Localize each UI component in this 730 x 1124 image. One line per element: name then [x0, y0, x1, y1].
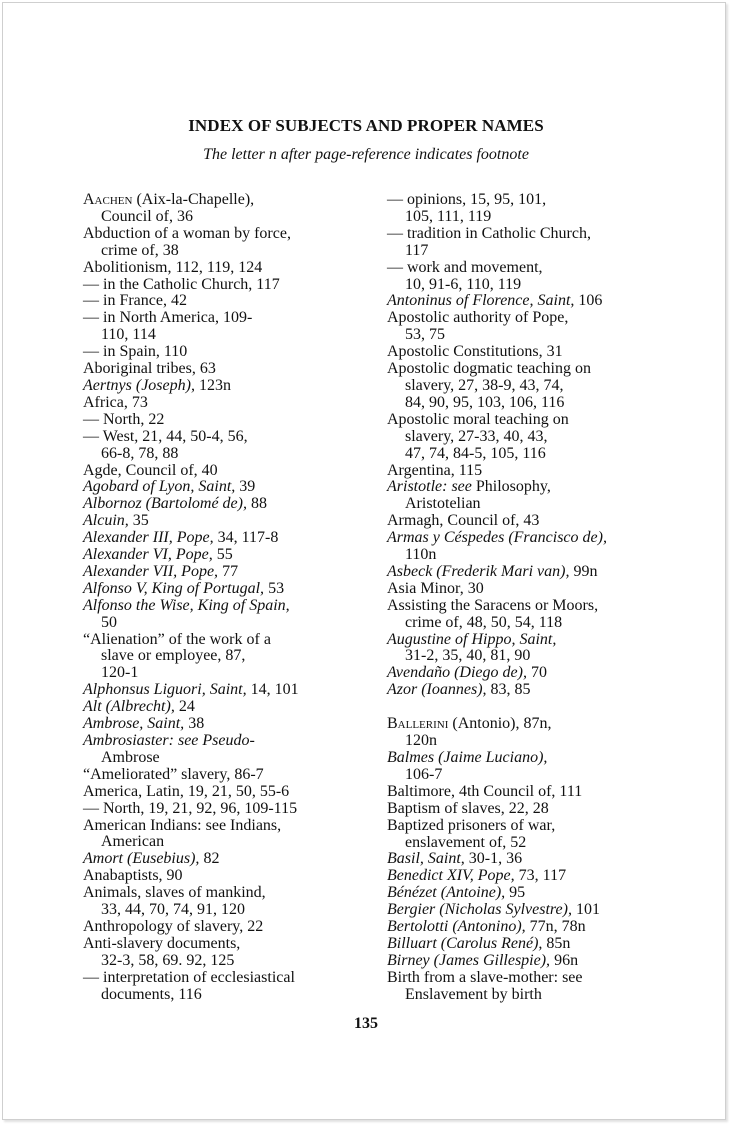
index-entry-head: Agde, Council of, 40 [83, 461, 218, 479]
index-entry-continuation: slavery, 27, 38-9, 43, 74, [405, 376, 564, 394]
index-entry-line [83, 733, 339, 750]
index-entry [387, 970, 643, 1004]
index-entry-line [83, 716, 339, 733]
index-entry-head: — North, 22 [83, 410, 165, 428]
index-entry [387, 885, 643, 902]
index-entry [83, 310, 339, 344]
index-entry-line [83, 564, 339, 581]
index-entry-refs: 101 [571, 901, 600, 919]
index-entry [83, 412, 339, 429]
index-entry [83, 767, 339, 784]
index-entry-head: Argentina, 115 [387, 461, 483, 479]
index-entry [387, 851, 643, 868]
index-entry-continuation: Council of, 36 [101, 207, 193, 225]
index-entry-head: Amort (Eusebius), [83, 850, 200, 868]
index-entry-line [83, 784, 339, 801]
index-entry-refs: (Aix-la-Chapelle), [132, 191, 255, 208]
index-entry-line [83, 496, 339, 513]
index-entry-refs: 39 [235, 478, 256, 496]
index-entry-continuation: enslavement of, 52 [405, 833, 527, 851]
index-entry-head: — tradition in Catholic Church, [387, 224, 591, 242]
index-entry-continuation: 33, 44, 70, 74, 91, 120 [101, 901, 245, 919]
index-entry-head: Baltimore, 4th Council of, 111 [387, 782, 583, 800]
index-entry-line [387, 885, 643, 902]
index-entry-refs: 123n [194, 376, 231, 394]
index-entry-line [83, 344, 339, 361]
index-entry-refs: 24 [174, 698, 195, 716]
index-entry-continuation: 47, 74, 84-5, 105, 116 [405, 444, 546, 462]
index-entry-head: Antoninus of Florence, Saint, [387, 292, 575, 310]
index-entry [83, 192, 339, 226]
index-entry-continuation: documents, 116 [101, 985, 202, 1003]
index-entry-line [83, 885, 339, 902]
index-entry-refs: 30-1, 36 [464, 850, 523, 868]
index-entry-continuation: 110, 114 [101, 326, 156, 344]
index-entry [83, 801, 339, 818]
index-entry [83, 260, 339, 277]
index-entry-refs: 85n [542, 934, 571, 952]
index-entry-head: Assisting the Saracens or Moors, [387, 596, 599, 614]
index-column-left [83, 192, 339, 1004]
index-entry [387, 412, 643, 463]
index-entry-refs: 95 [505, 884, 526, 902]
page-title: INDEX OF SUBJECTS AND PROPER NAMES [188, 116, 544, 135]
index-entry-head: — in Spain, 110 [83, 343, 188, 361]
index-entry-head: Anabaptists, 90 [83, 867, 183, 885]
index-entry [83, 496, 339, 513]
index-entry [83, 293, 339, 310]
index-entry-head: Aristotle: see [387, 478, 472, 496]
index-entry-line [387, 564, 643, 581]
index-entry-head: Bénézet (Antoine), [387, 884, 506, 902]
index-entry-head: — in France, 42 [83, 292, 187, 310]
index-entry [83, 530, 339, 547]
index-entry-line [83, 699, 339, 716]
index-entry [387, 936, 643, 953]
index-entry-continuation: 105, 111, 119 [405, 207, 492, 225]
index-entry-head: Augustine of Hippo, Saint, [387, 630, 557, 648]
index-entry-refs: 70 [526, 664, 547, 682]
index-entry [387, 953, 643, 970]
index-entry [387, 530, 643, 564]
index-entry-line [83, 361, 339, 378]
index-entry-refs: 14, 101 [246, 681, 299, 699]
index-entry-head: Birth from a slave-mother: [387, 968, 559, 986]
index-entry-continuation: American [101, 833, 165, 851]
index-entry-line [387, 682, 643, 699]
index-entry-refs: 77n, 78n [525, 918, 586, 936]
index-entry-head: “Ameliorated” slavery, 86-7 [83, 765, 264, 783]
index-entry-line [83, 581, 339, 598]
index-entry-head: Billuart (Carolus René), [387, 934, 543, 952]
index-entry-line [387, 919, 643, 936]
index-entry-continuation: 32-3, 58, 69. 92, 125 [101, 951, 235, 969]
index-entry-line [83, 682, 339, 699]
index-entry [83, 344, 339, 361]
index-entry [83, 598, 339, 632]
index-entry-head: Azor (Ioannes), [387, 681, 487, 699]
index-entry-line [83, 310, 339, 327]
index-entry [387, 293, 643, 310]
index-entry-head: “Alienation” of the work of a [83, 630, 271, 648]
index-entry-continuation: 106-7 [405, 765, 443, 783]
index-entry-head: Anti-slavery documents, [83, 934, 241, 952]
index-entry-continuation: 31-2, 35, 40, 81, 90 [405, 647, 531, 665]
index-entry [83, 277, 339, 294]
index-entry [387, 919, 643, 936]
index-entry-line [387, 361, 643, 378]
index-entry [83, 513, 339, 530]
index-entry [387, 260, 643, 294]
index-entry-head: Baptized prisoners of war, [387, 816, 556, 834]
index-entry [387, 902, 643, 919]
index-entry [387, 564, 643, 581]
index-column-right [387, 192, 643, 1004]
index-entry-head: Alfonso V, King of Portugal, [83, 579, 265, 597]
index-entry [387, 226, 643, 260]
index-entry-line [83, 412, 339, 429]
index-entry-line [83, 919, 339, 936]
index-entry-head: Ballerini [387, 715, 449, 733]
index-entry-line [387, 463, 643, 480]
index-entry-line [387, 581, 643, 598]
index-entry-continuation: 117 [405, 241, 429, 259]
index-entry-head: Africa, 73 [83, 393, 148, 411]
index-entry-refs: 82 [199, 850, 220, 868]
index-entry [387, 665, 643, 682]
index-entry-refs: 83, 85 [486, 681, 531, 699]
index-entry-head: Alexander VI, Pope, [83, 546, 213, 564]
index-entry-head: Aboriginal tribes, 63 [83, 360, 216, 378]
index-entry-line [83, 547, 339, 564]
index-entry [83, 970, 339, 1004]
index-entry-head: — in the Catholic Church, 117 [83, 275, 280, 293]
index-entry [387, 750, 643, 784]
index-entry-head: Bergier (Nicholas Sylvestre), [387, 901, 572, 919]
index-entry-head: Aachen [83, 191, 133, 208]
index-entry-head: Abolitionism, 112, 119, 124 [83, 258, 263, 276]
index-entry [83, 226, 339, 260]
index-entry-head: Apostolic Constitutions, 31 [387, 343, 563, 361]
index-entry-refs: 53 [264, 579, 285, 597]
index-entry [83, 564, 339, 581]
index-entry-continuation: 110n [405, 546, 437, 564]
page-subtitle: The letter n after page-reference indicates footnote [203, 146, 529, 163]
index-entry-head: Benedict XIV, Pope, [387, 867, 515, 885]
index-entry-refs: 88 [246, 495, 267, 513]
index-entry-head: Alcuin, [83, 512, 129, 530]
index-entry-refs: 73, 117 [514, 867, 567, 885]
index-entry [387, 513, 643, 530]
index-entry-head: Anthropology of slavery, 22 [83, 917, 264, 935]
index-entry [83, 581, 339, 598]
index-entry-line [83, 767, 339, 784]
index-entry-head: Baptism of slaves, 22, 28 [387, 799, 549, 817]
index-entry-head: Ambrosiaster: see Pseudo- [83, 732, 255, 749]
index-entry-continuation: 84, 90, 95, 103, 106, 116 [405, 393, 565, 411]
index-entry-head: Alexander III, Pope, [83, 529, 214, 547]
index-entry-line [83, 598, 339, 615]
index-entry-head: Avendaño (Diego de), [387, 664, 527, 682]
index-entry-refs: 106 [574, 292, 603, 310]
index-entry-refs: 99n [569, 562, 598, 580]
index-entry-line [387, 632, 643, 649]
index-entry-continuation: 53, 75 [405, 326, 445, 344]
index-entry-head: Albornoz (Bartolomé de), [83, 495, 247, 513]
index-entry-head: Apostolic authority of Pope, [387, 309, 569, 327]
index-entry-line [387, 970, 643, 987]
index-entry-line [387, 784, 643, 801]
index-entry-continuation: Aristotelian [405, 495, 481, 513]
index-entry-line [387, 750, 643, 767]
index-entry-head: America, Latin, 19, 21, 50, 55-6 [83, 782, 290, 800]
index-entry-line [83, 260, 339, 277]
index-entry [387, 344, 643, 361]
index-entry-line [387, 226, 643, 243]
index-entry [83, 463, 339, 480]
index-entry-head: Asbeck (Frederik Mari van), [387, 562, 570, 580]
book-page [2, 2, 726, 1120]
index-entry-line [387, 818, 643, 835]
index-entry [387, 632, 643, 666]
index-entry [83, 682, 339, 699]
index-entry [83, 429, 339, 463]
index-entry-continuation: crime of, 38 [101, 241, 179, 259]
index-entry [83, 784, 339, 801]
index-entry [387, 784, 643, 801]
index-entry-head: Alexander VII, Pope, [83, 562, 219, 580]
index-entry [387, 479, 643, 513]
index-entry-line [387, 936, 643, 953]
index-entry-line [83, 395, 339, 412]
index-entry [83, 851, 339, 868]
index-entry-head: Alfonso the Wise, King of Spain, [83, 596, 290, 614]
index-entry-line [387, 310, 643, 327]
index-entry [83, 936, 339, 970]
index-entry-head: Ambrose, Saint, [83, 715, 185, 733]
index-entry-head: Aertnys (Joseph), [83, 376, 195, 394]
index-entry-continuation: slavery, 27-33, 40, 43, [405, 427, 548, 445]
index-entry-line [83, 513, 339, 530]
index-entry-line [387, 479, 643, 496]
index-entry-head: Balmes (Jaime Luciano), [387, 749, 548, 766]
index-entry-head: — opinions, 15, 95, 101, [387, 191, 547, 208]
index-entry-refs: see [558, 968, 583, 986]
index-entry-continuation: slave or employee, 87, [101, 647, 246, 665]
index-entry-head: — West, 21, 44, 50-4, 56, [83, 427, 248, 445]
index-entry-line [83, 970, 339, 987]
index-entry [83, 479, 339, 496]
index-entry-refs: 34, 117-8 [213, 529, 279, 547]
index-entry-line [387, 902, 643, 919]
index-entry-line [83, 378, 339, 395]
index-entry [83, 395, 339, 412]
index-entry-line [387, 801, 643, 818]
index-entry [387, 716, 643, 750]
index-entry-head: Animals, slaves of mankind, [83, 884, 266, 902]
index-entry-refs: 55 [212, 546, 233, 564]
index-entry-refs: (Antonio), 87n, [448, 715, 552, 733]
index-entry-line [83, 277, 339, 294]
index-entry [83, 699, 339, 716]
index-entry-line [83, 429, 339, 446]
index-entry-line [83, 851, 339, 868]
index-entry [387, 463, 643, 480]
index-entry-continuation: 50 [101, 613, 117, 631]
index-entry-head: Armagh, Council of, 43 [387, 512, 540, 530]
index-entry [387, 361, 643, 412]
index-entry-line [387, 716, 643, 733]
index-entry-line [83, 530, 339, 547]
index-entry [387, 310, 643, 344]
index-entry [83, 818, 339, 852]
index-entry [387, 801, 643, 818]
index-entry-continuation: crime of, 48, 50, 54, 118 [405, 613, 563, 631]
index-entry-head: Apostolic dogmatic teaching on [387, 360, 591, 378]
index-entry-line [387, 868, 643, 885]
index-entry-line [387, 293, 643, 310]
index-entry-line [387, 953, 643, 970]
index-entry-line [387, 412, 643, 429]
page-number: 135 [354, 1015, 378, 1032]
index-entry-refs: Philosophy, [471, 478, 551, 496]
index-entry-head: American Indians: see Indians, [83, 816, 282, 834]
index-entry [83, 378, 339, 395]
index-entry-refs: 96n [550, 951, 579, 969]
index-entry [387, 598, 643, 632]
index-entry-line [83, 226, 339, 243]
index-entry-head: Armas y Céspedes (Francisco de), [387, 529, 607, 547]
index-entry [387, 192, 643, 226]
index-entry-line [83, 463, 339, 480]
index-entry-continuation: 120n [405, 732, 437, 750]
index-entry-line [387, 530, 643, 547]
index-entry [83, 919, 339, 936]
index-entry-line [387, 851, 643, 868]
index-entry [83, 547, 339, 564]
index-entry-head: Bertolotti (Antonino), [387, 918, 526, 936]
index-entry [83, 868, 339, 885]
index-entry-head: Apostolic moral teaching on [387, 410, 569, 428]
index-entry [83, 361, 339, 378]
index-entry [387, 818, 643, 852]
index-entry [83, 885, 339, 919]
index-entry-head: — in North America, 109- [83, 309, 253, 327]
index-entry-head: — interpretation of ecclesiastical [83, 968, 295, 986]
index-entry-continuation: 66-8, 78, 88 [101, 444, 179, 462]
index-entry-line [387, 665, 643, 682]
index-entry-head: Birney (James Gillespie), [387, 951, 551, 969]
index-entry-continuation: Ambrose [101, 748, 160, 766]
index-entry-line [83, 801, 339, 818]
index-entry [387, 581, 643, 598]
index-entry-continuation: Enslavement by birth [405, 985, 542, 1003]
index-entry-line [387, 513, 643, 530]
index-entry [387, 868, 643, 885]
index-entry-head: Alt (Albrecht), [83, 698, 175, 716]
index-entry-line [387, 192, 643, 209]
index-entry-continuation: 10, 91-6, 110, 119 [405, 275, 522, 293]
index-gap [387, 699, 643, 716]
index-entry-line [387, 260, 643, 277]
index-entry [387, 682, 643, 699]
index-entry-refs: 35 [128, 512, 149, 530]
index-entry-continuation: 120-1 [101, 664, 139, 682]
index-entry-line [83, 293, 339, 310]
index-entry-head: Abduction of a woman by force, [83, 224, 291, 242]
index-entry-head: Asia Minor, 30 [387, 579, 484, 597]
index-entry-line [83, 192, 339, 209]
index-entry [83, 716, 339, 733]
index-entry-line [83, 632, 339, 649]
index-entry-line [83, 479, 339, 496]
index-entry-head: — North, 19, 21, 92, 96, 109-115 [83, 799, 298, 817]
index-entry [83, 632, 339, 683]
index-entry-head: Basil, Saint, [387, 850, 465, 868]
index-entry-line [83, 818, 339, 835]
index-entry-line [83, 936, 339, 953]
index-entry-refs: 38 [184, 715, 205, 733]
index-entry-refs: 77 [218, 562, 239, 580]
index-entry-line [83, 868, 339, 885]
index-entry-line [387, 344, 643, 361]
index-entry [83, 733, 339, 767]
index-entry-head: Alphonsus Liguori, Saint, [83, 681, 247, 699]
index-entry-head: — work and movement, [387, 258, 543, 276]
index-entry-head: Agobard of Lyon, Saint, [83, 478, 236, 496]
index-entry-line [387, 598, 643, 615]
